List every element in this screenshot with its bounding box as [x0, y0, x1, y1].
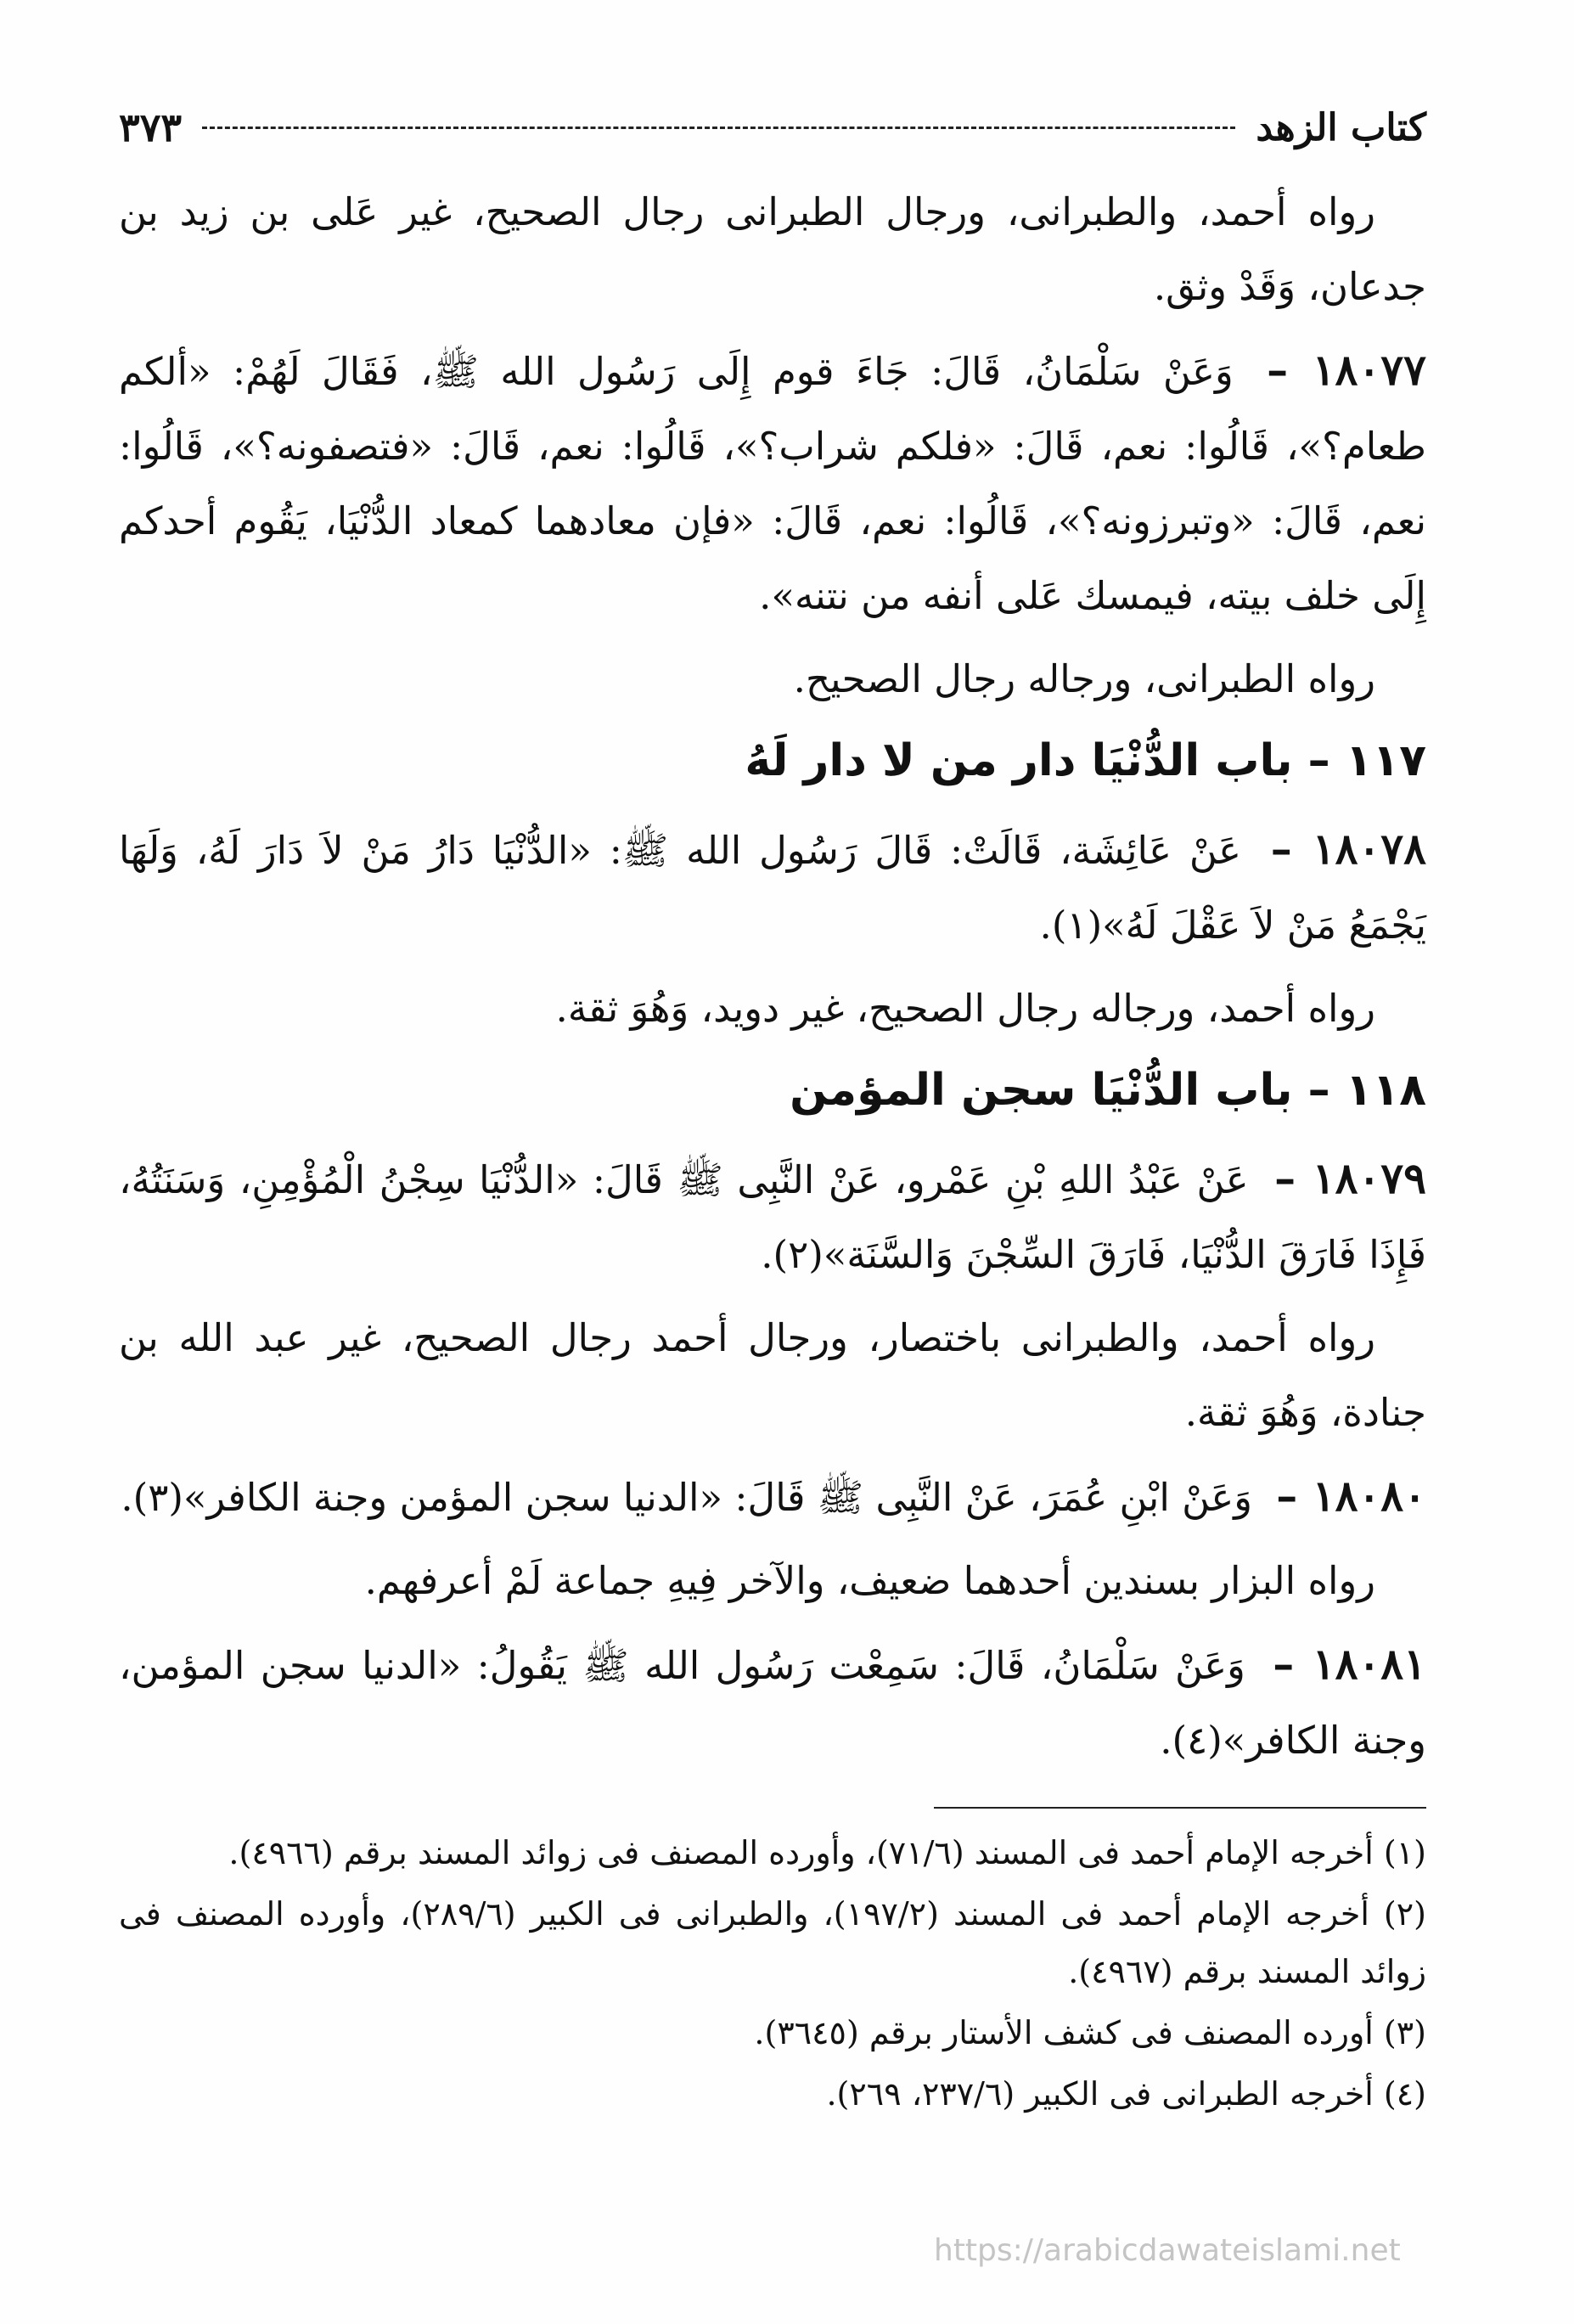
source-paragraph: رواه أحمد، والطبرانى، ورجال الطبرانى رجال الصحيح، غير عَلى بن زيد بن جدعان، وَقَدْ وثق.: [119, 189, 1426, 309]
hadith-text: عَنْ عَائِشَة، قَالَتْ: قَالَ رَسُول الله ﷺ: «الدُّنْيَا دَارُ مَنْ لاَ دَارَ لَهُ، وَلَهَا يَجْمَعُ مَنْ لاَ عَقْلَ لَهُ»(١).: [119, 828, 1426, 948]
footnote-divider: [934, 1807, 1426, 1809]
hadith-number: ١٨٠٧٩ –: [1274, 1153, 1426, 1203]
hadith-number: ١٨٠٨١ –: [1273, 1639, 1426, 1689]
running-header: [119, 93, 1426, 161]
hadith-18078: [119, 812, 1426, 963]
source-paragraph: رواه الطبرانى، ورجاله رجال الصحيح.: [793, 656, 1375, 701]
hadith-text: عَنْ عَبْدُ اللهِ بْنِ عَمْرو، عَنْ النَّبِى ﷺ قَالَ: «الدُّنْيَا سِجْنُ الْمُؤْمِنِ، وَسَنَتُهُ، فَإِذَا فَارَقَ الدُّنْيَا، فَارَقَ السِّجْنَ وَالسَّنَة»(٢).: [119, 1157, 1426, 1277]
hadith-text: وَعَنْ سَلْمَانُ، قَالَ: سَمِعْت رَسُول الله ﷺ يَقُولُ: «الدنيا سجن المؤمن، وجنة الكافر»(٤).: [119, 1643, 1426, 1763]
hadith-number: ١٨٠٨٠ –: [1276, 1471, 1426, 1521]
footnote-3: (٣) أورده المصنف فى كشف الأستار برقم (٣٦٤٥).: [754, 2014, 1426, 2051]
book-page: [119, 93, 1426, 2126]
page-number: ٣٧٣: [119, 104, 183, 150]
footnotes: [119, 1824, 1426, 2123]
hadith-text: وَعَنْ سَلْمَانُ، قَالَ: جَاءَ قوم إِلَى رَسُول الله ﷺ، فَقَالَ لَهُمْ: «ألكم طعام؟»، قَالُوا: نعم، قَالَ: «فلكم شراب؟»، قَالُوا: نعم، قَالَ: «فتصفونه؟»، قَالُوا: نعم، قَالَ: «وتبرزونه؟»، قَالُوا: نعم، قَالَ: «فإن معادهما كمعاد الدُّنْيَا، يَقُوم أحدكم إِلَى خلف بيته، فيمسك عَلى أنفه من نتنه».: [119, 349, 1426, 618]
hadith-number: ١٨٠٧٨ –: [1270, 824, 1426, 874]
source-paragraph: رواه أحمد، والطبرانى باختصار، ورجال أحمد رجال الصحيح، غير عبد الله بن جنادة، وَهُوَ ثقة.: [119, 1315, 1426, 1435]
footnote-2: (٢) أخرجه الإمام أحمد فى المسند (١٩٧/٢)، والطبرانى فى الكبير (٢٨٩/٦)، وأورده المصنف فى زوائد المسند برقم (٤٩٦٧).: [119, 1895, 1426, 1990]
hadith-number: ١٨٠٧٧ –: [1267, 345, 1426, 395]
hadith-18079: [119, 1141, 1426, 1292]
book-title: كتاب الزهد: [1256, 105, 1426, 149]
hadith-text: وَعَنْ ابْنِ عُمَرَ، عَنْ النَّبِى ﷺ قَالَ: «الدنيا سجن المؤمن وجنة الكافر»(٣).: [121, 1475, 1252, 1520]
header-rule: [202, 127, 1235, 129]
main-text: [119, 175, 1426, 1778]
source-paragraph: رواه البزار بسندين أحدهما ضعيف، والآخر فِيهِ جماعة لَمْ أعرفهم.: [364, 1558, 1375, 1603]
hadith-18077: [119, 333, 1426, 633]
chapter-heading-118: ١١٨ – باب الدُّنْيَا سجن المؤمن: [790, 1065, 1426, 1116]
footnote-4: (٤) أخرجه الطبرانى فى الكبير (٢٣٧/٦، ٢٦٩).: [826, 2075, 1426, 2113]
chapter-heading-117: ١١٧ – باب الدُّنْيَا دار من لا دار لَهُ: [745, 735, 1426, 786]
footnote-1: (١) أخرجه الإمام أحمد فى المسند (٧١/٦)، وأورده المصنف فى زوائد المسند برقم (٤٩٦٦).: [228, 1834, 1426, 1871]
source-paragraph: رواه أحمد، ورجاله رجال الصحيح، غير دويد، وَهُوَ ثقة.: [555, 986, 1375, 1031]
hadith-18080: [119, 1459, 1426, 1535]
watermark-url: https://arabicdawateislami.net: [934, 2233, 1401, 2268]
hadith-18081: [119, 1627, 1426, 1778]
